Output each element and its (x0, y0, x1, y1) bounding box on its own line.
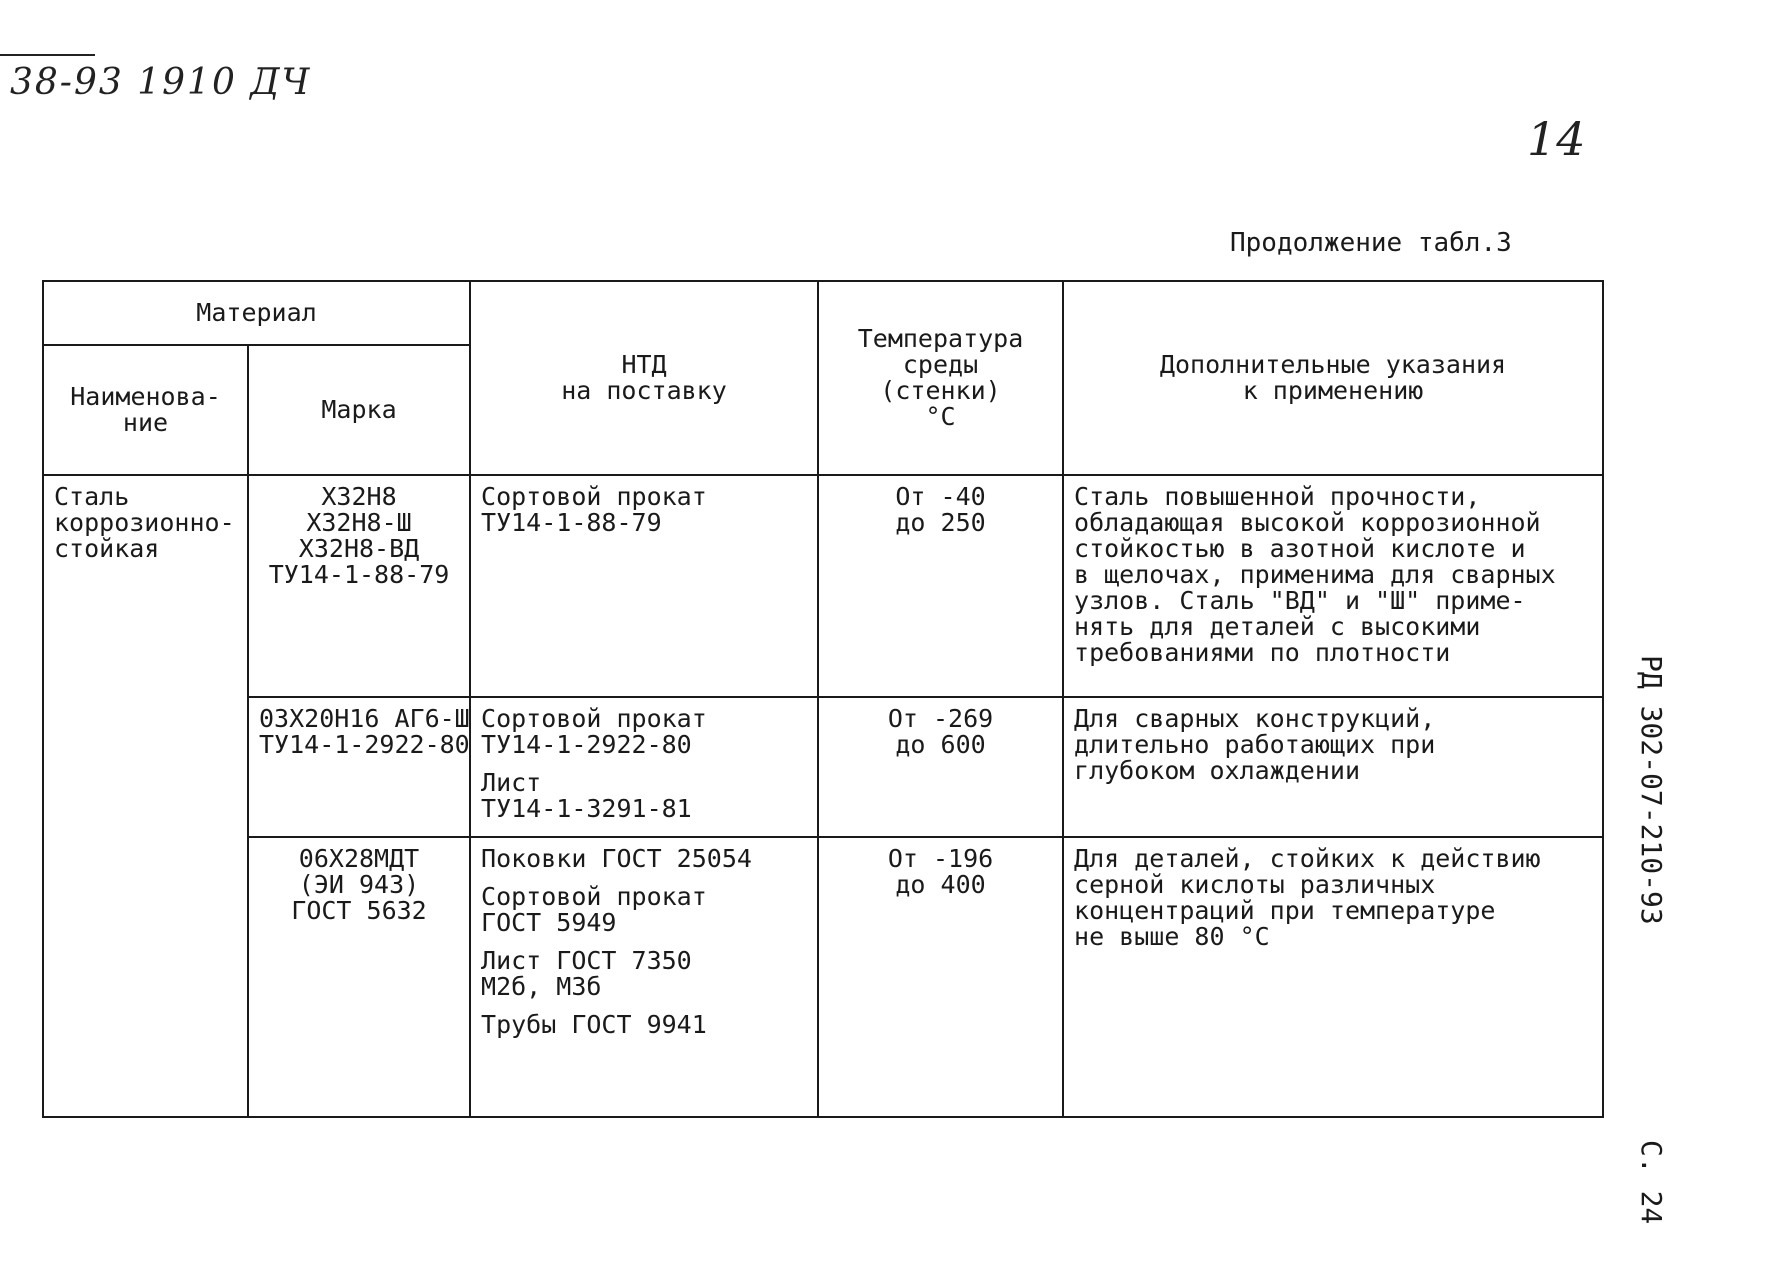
cell-notes: Для деталей, стойких к действию серной кислоты различных концентраций при температуре не выше 80 °С (1063, 837, 1603, 1117)
header-material: Материал (43, 281, 470, 345)
header-grade: Марка (248, 345, 470, 475)
header-ntd: НТД на поставку (470, 281, 818, 475)
table-row (43, 697, 1603, 837)
cell-notes: Для сварных конструкций, длительно работающих при глубоком охлаждении (1063, 697, 1603, 837)
cell-temperature: От -196 до 400 (818, 837, 1063, 1117)
document-page: С. 24 (1635, 1140, 1668, 1225)
table-row (43, 475, 1603, 697)
cell-temperature: От -40 до 250 (818, 475, 1063, 697)
cell-grade: Х32Н8 Х32Н8-Ш Х32Н8-ВД ТУ14-1-88-79 (248, 475, 470, 697)
handwritten-page-number: 14 (1527, 112, 1586, 166)
top-rule (0, 54, 95, 56)
table-row (43, 837, 1603, 1117)
handwritten-note: 38-93 1910 ДЧ (10, 62, 312, 103)
cell-name: Сталь коррозионно- стойкая (43, 475, 248, 1117)
document-code: РД 302-07-210-93 (1635, 655, 1668, 925)
cell-notes: Сталь повышенной прочности, обладающая высокой коррозионной стойкостью в азотной кислоте и в щелочах, применима для сварных узлов. Сталь "ВД" и "Ш" приме- нять для деталей с высокими требованиями по плотности (1063, 475, 1603, 697)
header-temperature: Температура среды (стенки) °С (818, 281, 1063, 475)
cell-grade: 06Х28МДТ (ЭИ 943) ГОСТ 5632 (248, 837, 470, 1117)
header-name: Наименова- ние (43, 345, 248, 475)
cell-ntd: Сортовой прокат ТУ14-1-2922-80 Лист ТУ14-1-3291-81 (470, 697, 818, 837)
cell-grade: 03Х20Н16 АГ6-Ш ТУ14-1-2922-80 (248, 697, 470, 837)
cell-temperature: От -269 до 600 (818, 697, 1063, 837)
table-caption: Продолжение табл.3 (1230, 228, 1512, 258)
materials-table (42, 280, 1604, 1118)
header-notes: Дополнительные указания к применению (1063, 281, 1603, 475)
cell-ntd: Поковки ГОСТ 25054 Сортовой прокат ГОСТ 5949 Лист ГОСТ 7350 М2б, М3б Трубы ГОСТ 9941 (470, 837, 818, 1117)
cell-ntd: Сортовой прокат ТУ14-1-88-79 (470, 475, 818, 697)
